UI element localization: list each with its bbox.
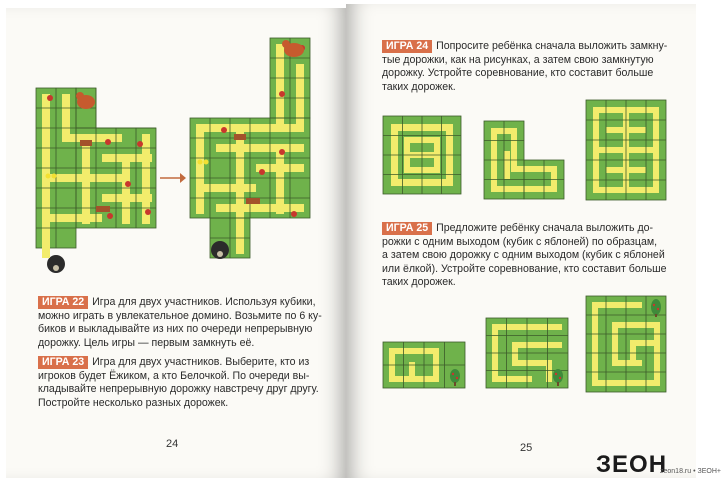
game22-line2: можно играть в увлекательное домино. Возьмите по 6 ку- — [38, 309, 322, 322]
game23-text — [38, 356, 328, 410]
game25-line1: Предложите ребёнку сначала выложить до- — [436, 222, 654, 234]
game25-tag: ИГРА 25 — [382, 222, 432, 235]
game23-tag: ИГРА 23 — [38, 356, 88, 369]
game25-board-c — [586, 296, 666, 392]
game25-text — [382, 222, 682, 290]
game23-line1: Игра для двух участников. Выберите, кто из — [92, 356, 310, 368]
game24-board-a — [383, 116, 461, 194]
game23-line4: Постройте несколько разных дорожек. — [38, 396, 229, 409]
left-page-number: 24 — [166, 438, 179, 450]
game24-line2: тые дорожки, как на рисунках, а затем свою замкнутую — [382, 53, 654, 66]
game25-line5: таких дорожек. — [382, 276, 456, 289]
game22-tag: ИГРА 22 — [38, 296, 88, 309]
game22-line1: Игра для двух участников. Используя кубики, — [92, 296, 316, 308]
game25-board-a — [383, 342, 465, 388]
game24-board-b — [484, 121, 564, 199]
game24-line3: дорожку. Устройте соревнование, кто составит больше — [382, 67, 654, 80]
hedgehog-icon-2 — [211, 241, 229, 259]
game25-line3: а затем свою дорожку с одним выходом (кубик с яблоней — [382, 249, 665, 262]
zeon-logo — [596, 451, 721, 486]
logo-text: ЗЕОН — [596, 451, 668, 478]
logo-subtext: zeon18.ru • ЗЕОН+ — [660, 468, 721, 475]
right-page-number: 25 — [520, 442, 533, 454]
game22-board-before — [36, 88, 156, 278]
game22-board-after — [190, 38, 310, 278]
game24-line1: Попросите ребёнка сначала выложить замкну- — [436, 40, 668, 52]
game25-line4: или ёлкой). Устройте соревнование, кто составит больше — [382, 262, 667, 275]
game24-text — [382, 40, 682, 94]
game25-board-b — [486, 318, 568, 388]
game23-line3: кладывайте непрерывную дорожку навстречу друг другу. — [38, 383, 319, 396]
game23-line2: игроков будет Ёжиком, а кто Белочкой. По очереди вы- — [38, 369, 310, 382]
game22-text — [38, 296, 328, 350]
game24-tag: ИГРА 24 — [382, 40, 432, 53]
game24-line4: таких дорожек. — [382, 80, 456, 93]
game25-line2: рожки с одним выходом (кубик с яблоней) по образцам, — [382, 235, 658, 248]
arrow-right-icon — [160, 172, 186, 184]
game22-line3: биков и выкладывайте из них по очереди непрерывную — [38, 323, 313, 336]
game24-board-c — [586, 100, 666, 200]
game22-line4: дорожку. Цель игры — первым замкнуть её. — [38, 336, 255, 349]
